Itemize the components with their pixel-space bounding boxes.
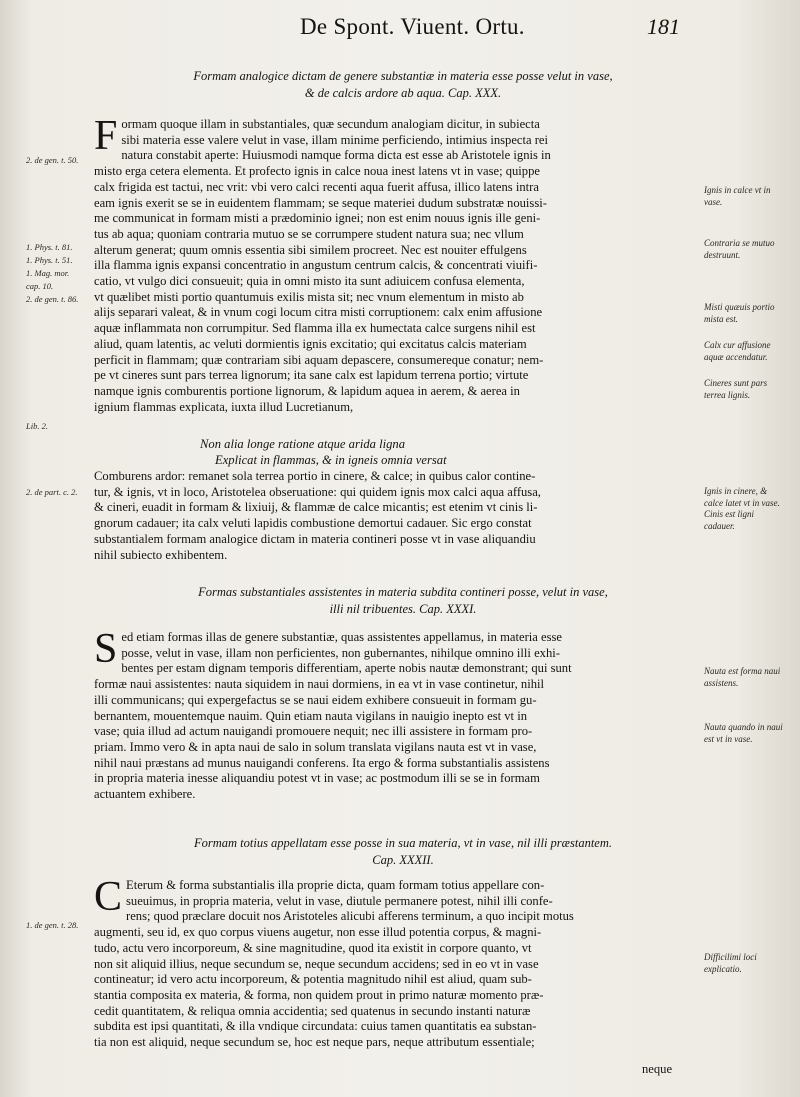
text-line: catio, vt vulgo dici consueuit; quia in omni misto ita sunt adiuicem confusa elementa, bbox=[94, 274, 525, 289]
margin-note-right: Cineres sunt pars terrea lignis. bbox=[704, 378, 768, 400]
chapter-heading-30 bbox=[110, 68, 696, 102]
text-line: Eterum & forma substantialis illa proprie dicta, quam formam totius appellare con- bbox=[126, 878, 545, 892]
text-line: posse, velut in vase, illam non perficientes, non gubernantes, nihilque omnino illi exhi- bbox=[121, 645, 560, 660]
margin-note-right: Misti quæuis portio mista est. bbox=[704, 302, 775, 324]
text-line: ignium flammas explicata, iuxta illud Lucretianum, bbox=[94, 399, 354, 414]
margin-note-right: Nauta quando in naui est vt in vase. bbox=[704, 722, 783, 744]
text-line: formæ naui assistentes: nauta siquidem in naui dormiens, in ea vt in vase continetur, nihil bbox=[94, 677, 544, 692]
margin-note-right: Nauta est forma naui assistens. bbox=[704, 666, 781, 688]
running-head bbox=[300, 14, 680, 44]
heading-line: & de calcis ardore ab aqua. Cap. XXX. bbox=[304, 86, 502, 100]
text-line: tia non est aliquid, neque secundum se, hoc est neque pars, neque attributum essentiale; bbox=[94, 1035, 535, 1050]
running-title: De Spont. Viuent. Ortu. bbox=[300, 14, 525, 39]
chapter-31-text bbox=[94, 626, 696, 803]
drop-capital: S bbox=[94, 626, 118, 672]
margin-note-left: cap. 10. bbox=[26, 281, 54, 291]
text-line: vase; quia illud ad actum nauigandi promouere nequit; nec illi assistere in formam pro- bbox=[94, 724, 533, 739]
text-line: tur, & ignis, vt in loco, Aristotelea obseruatione: qui quidem ignis mox calci aqua affusa, bbox=[94, 484, 541, 499]
text-line: sibi materia esse valere velut in vase, illam minime perficiendo, intimius inspecta rei bbox=[121, 132, 549, 147]
text-line: me communicat in formam misti a prædominio ignei; non est enim nouus ignis ille geni- bbox=[94, 211, 541, 226]
text-line: Comburens ardor: remanet sola terrea portio in cinere, & calce; in quibus calor contine- bbox=[94, 469, 536, 483]
text-line: & cineri, euadit in formam & lixiuij, & flammæ de calce micantis; est etenim vt cinis li- bbox=[94, 500, 538, 515]
text-line: vt quælibet misti portio quantumuis exilis mista sit; nec vnum elementum in misto ab bbox=[94, 289, 524, 304]
text-line: misto erga cetera elementa. Et profecto ignis in calce noua inest latens vt in vase; quippe bbox=[94, 164, 540, 179]
drop-capital: F bbox=[94, 113, 118, 159]
text-line: substantialem formam analogice dictam in materia contineri posse vt in vase aliquandiu bbox=[94, 531, 536, 546]
text-line: calx frigida est tactui, nec vrit: vbi vero calci recenti aqua fuerit affusa, illico latens intra bbox=[94, 179, 539, 194]
text-line: illi communicans; qui expergefactus se se naui eidem exhibere consueuit in formam gu- bbox=[94, 692, 537, 707]
text-line: stantia composita ex materia, & forma, non quidem prout in primo naturæ momento præ- bbox=[94, 987, 544, 1002]
margin-note-right: Difficilimi loci explicatio. bbox=[704, 952, 757, 974]
text-line: aquæ inflammata non corrumpitur. Sed flamma illa ex humectata calce surgens nihil est bbox=[94, 321, 536, 336]
text-line: nihil naui præstans ad munus nauigandi conferens. Ita ergo & forma substantialis assistens bbox=[94, 755, 550, 770]
text-line: ormam quoque illam in substantiales, quæ secundum analogiam dicitur, in subiecta bbox=[121, 117, 540, 131]
margin-note-right: Calx cur affusione aquæ accendatur. bbox=[704, 340, 771, 362]
text-line: in propria materia inesse aliquandiu potest vt in vase; ac postmodum illi se se in formam bbox=[94, 771, 540, 786]
heading-line: Formam totius appellatam esse posse in sua materia, vt in vase, nil illi præstantem. bbox=[193, 836, 613, 850]
text-line: ed etiam formas illas de genere substantiæ, quas assistentes appellamus, in materia esse bbox=[121, 630, 563, 644]
text-line: alterum generat; quum omnis essentia sibi similem procreet. Nec est nouiter effulgens bbox=[94, 242, 527, 257]
text-line: rens; quod præclare docuit nos Aristoteles alicubi afferens terminum, a quo incipit motus bbox=[126, 909, 574, 924]
heading-line: Formas substantiales assistentes in materia subdita contineri posse, velut in vase, bbox=[198, 585, 608, 599]
text-line: natura constabit aperte: Huiusmodi namque forma dicta est esse ab Aristotele ignis in bbox=[121, 148, 551, 163]
text-line: subdita est ipsi quantitati, & illa vndique circundata: cuius tamen quantitatis ea substan- bbox=[94, 1019, 537, 1034]
chapter-30-text bbox=[94, 113, 696, 415]
text-line: perficit in flammam; quæ contrariam sibi aquam depascere, consumereque conatur; nem- bbox=[94, 352, 544, 367]
text-line: sueuimus, in propria materia, velut in vase, diutule permanere potest, nihil illi confe- bbox=[126, 893, 553, 908]
text-line: augmenti, seu id, ex quo corpus viuens augetur, non esse illud potentia corpus, & magni- bbox=[94, 925, 542, 940]
drop-capital: C bbox=[94, 874, 123, 920]
chapter-heading-32 bbox=[110, 835, 696, 869]
text-line: gnorum cadauer; ita calx veluti lapidis combustione demortui cadauer. Sic ergo constat bbox=[94, 516, 532, 531]
text-line: illa flamma ignis expansi concentratio in angustum centrum calcis, & concentrati viuifi- bbox=[94, 258, 538, 273]
margin-note-left: 1. de gen. t. 28. bbox=[26, 920, 79, 930]
text-line: cedit quantitatem, & reliqua omnia accidentia; sed quatenus in secundo instanti naturæ bbox=[94, 1003, 531, 1018]
margin-note-left: 2. de gen. t. 86. bbox=[26, 294, 79, 304]
text-line: nihil subiecto exhibentem. bbox=[94, 547, 228, 562]
margin-note-left: 1. Phys. t. 81. bbox=[26, 242, 73, 252]
text-line: actuantem exhibere. bbox=[94, 787, 196, 802]
heading-line: Cap. XXXII. bbox=[372, 853, 434, 867]
verse-line: Non alia longe ratione atque arida ligna bbox=[200, 437, 405, 451]
margin-note-right: Ignis in cinere, & calce latet vt in vase. Cinis est ligni cadauer. bbox=[704, 486, 780, 531]
margin-note-left: 1. Phys. t. 51. bbox=[26, 255, 73, 265]
text-line: tudo, actu vero incorporeum, & sine magnitudine, quod ita existit in corpore quanto, vt bbox=[94, 940, 532, 955]
catchword: neque bbox=[642, 1062, 673, 1076]
verse-line: Explicat in flammas, & in igneis omnia versat bbox=[215, 453, 447, 467]
text-line: aliud, quam latentis, ac veluti dormientis ignis excitatio; qui excitatus calcis materiam bbox=[94, 336, 527, 351]
chapter-32-text bbox=[94, 874, 696, 1051]
heading-line: Formam analogice dictam de genere substantiæ in materia esse posse velut in vase, bbox=[193, 69, 613, 83]
margin-note-right: Contraria se mutuo destruunt. bbox=[704, 238, 775, 260]
text-line: priam. Immo vero & in apta naui de salo in solum translata vigilans nauta est vt in vase, bbox=[94, 739, 537, 754]
text-line: eam ignis exerit se se in euidentem flammam; se seque materiei dudum substratæ nouissi- bbox=[94, 195, 547, 210]
text-line: tus ab aqua; quoniam contraria mutuo se se corrumpere student natura sua; nec vllum bbox=[94, 226, 524, 241]
text-line: non sit aliquid illius, neque secundum se, neque secundum accidens; sed in eo vt in vase bbox=[94, 956, 539, 971]
text-line: namque ignis comburentis portione lignorum, & lapidum aquea in aerem, & aerea in bbox=[94, 383, 520, 398]
margin-note-left: 2. de gen. t. 50. bbox=[26, 155, 79, 165]
margin-note-left: 2. de part. c. 2. bbox=[26, 487, 78, 497]
text-line: bernantem, mouentemque nauim. Quin etiam nauta vigilans in nauigio inepto est vt in bbox=[94, 708, 527, 723]
chapter-heading-31 bbox=[110, 584, 696, 618]
text-line: alijs separari valeat, & in vnum cogi locum citra misti corruptionem: calx enim affusione bbox=[94, 305, 543, 320]
text-line: pe vt cineres sunt pars terrea lignorum; ita sane calx est lapidum terrena portio; virtute bbox=[94, 368, 529, 383]
margin-note-left: 1. Mag. mor. bbox=[26, 268, 70, 278]
page-number: 181 bbox=[647, 14, 680, 39]
margin-note-left: Lib. 2. bbox=[26, 421, 48, 431]
heading-line: illi nil tribuentes. Cap. XXXI. bbox=[329, 602, 477, 616]
margin-note-right: Ignis in calce vt in vase. bbox=[704, 185, 771, 207]
text-line: contineatur; id vero actu incorporeum, & potentia magnitudo nihil est aliud, quam sub- bbox=[94, 972, 532, 987]
chapter-30-text-cont bbox=[94, 469, 696, 563]
text-line: bentes per estam dignam temporis differentiam, aperte nobis nautæ demonstrant; qui sunt bbox=[121, 661, 572, 676]
